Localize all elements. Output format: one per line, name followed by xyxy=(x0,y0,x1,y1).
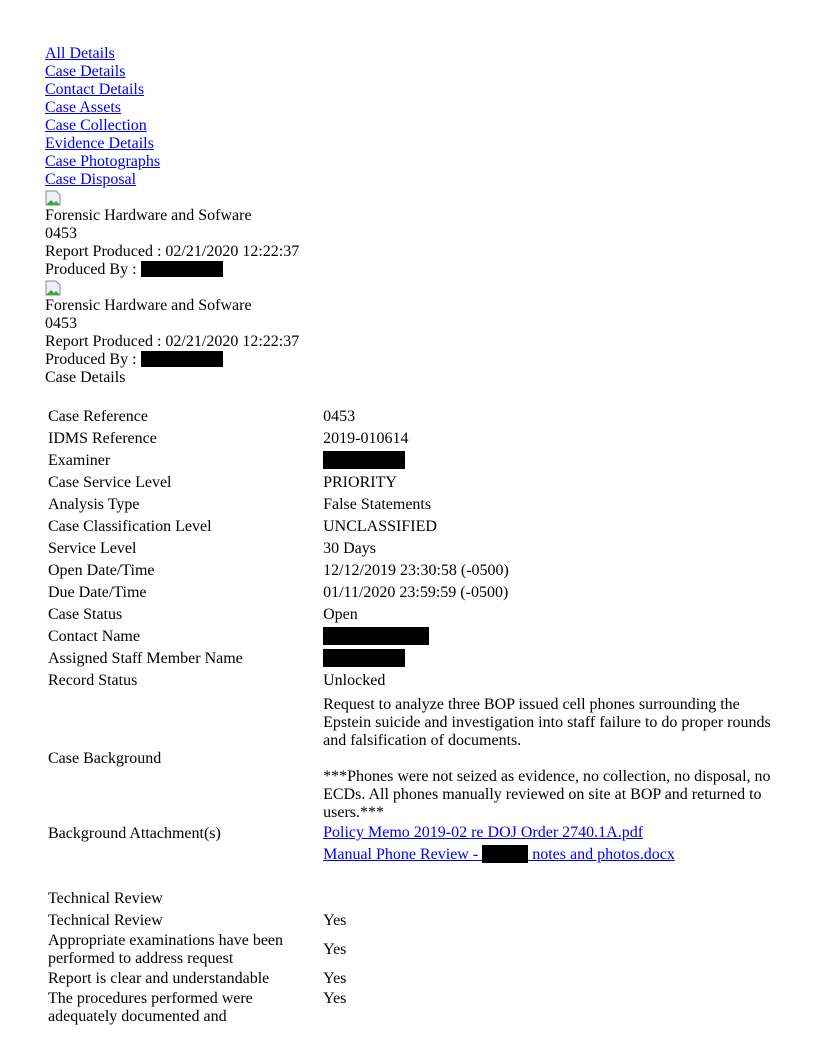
detail-row xyxy=(45,538,816,560)
detail-label: Case Service Level xyxy=(48,474,172,491)
report-header-2 xyxy=(45,279,299,369)
detail-value: PRIORITY xyxy=(323,474,397,491)
case-details-table xyxy=(45,406,816,1026)
detail-row xyxy=(45,604,816,626)
technical-review-heading-row xyxy=(45,888,816,910)
detail-label: Service Level xyxy=(48,540,137,557)
produced-by-label: Produced By : xyxy=(45,261,137,278)
org-name: Forensic Hardware and Sofware xyxy=(45,207,252,224)
detail-value: 0453 xyxy=(323,408,356,425)
review-value: Yes xyxy=(323,941,347,958)
broken-image-icon xyxy=(45,189,61,207)
detail-value: 01/11/2020 23:59:59 (-0500) xyxy=(323,584,509,601)
link-case-collection[interactable]: Case Collection xyxy=(45,117,147,134)
redaction xyxy=(482,845,528,863)
review-row xyxy=(45,910,816,932)
detail-value: False Statements xyxy=(323,496,432,513)
link-contact-details[interactable]: Contact Details xyxy=(45,81,145,98)
detail-row xyxy=(45,582,816,604)
detail-label: IDMS Reference xyxy=(48,430,157,447)
link-case-assets[interactable]: Case Assets xyxy=(45,99,121,116)
detail-row xyxy=(45,626,816,648)
detail-value: 12/12/2019 23:30:58 (-0500) xyxy=(323,562,509,579)
broken-image-icon xyxy=(45,279,61,297)
produced-by-label: Produced By : xyxy=(45,351,137,368)
attachment-link-manual-phone-review[interactable] xyxy=(323,846,675,863)
link-evidence-details[interactable]: Evidence Details xyxy=(45,135,154,152)
nav-links xyxy=(45,45,299,189)
link-all-details[interactable]: All Details xyxy=(45,45,115,62)
detail-row xyxy=(45,406,816,428)
detail-row xyxy=(45,472,816,494)
detail-value: Unlocked xyxy=(323,672,386,689)
link-case-photographs[interactable]: Case Photographs xyxy=(45,153,161,170)
detail-value: UNCLASSIFIED xyxy=(323,518,437,535)
detail-value: Open xyxy=(323,606,358,623)
redaction xyxy=(141,261,223,277)
detail-label: Due Date/Time xyxy=(48,584,147,601)
attachments-row xyxy=(45,822,816,866)
redaction xyxy=(323,627,429,645)
redaction xyxy=(323,451,405,469)
review-value: Yes xyxy=(323,912,347,929)
detail-label: Case Classification Level xyxy=(48,518,212,535)
detail-row xyxy=(45,560,816,582)
detail-row xyxy=(45,516,816,538)
org-name: Forensic Hardware and Sofware xyxy=(45,297,252,314)
attachment-link-policy-memo[interactable]: Policy Memo 2019-02 re DOJ Order 2740.1A.pdf xyxy=(323,824,644,841)
case-background-row xyxy=(45,692,816,822)
review-row xyxy=(45,968,816,990)
report-header-1 xyxy=(45,189,299,279)
review-value: Yes xyxy=(323,990,347,1007)
detail-label: Assigned Staff Member Name xyxy=(48,650,243,667)
detail-label: Open Date/Time xyxy=(48,562,155,579)
review-label: Report is clear and understandable xyxy=(48,970,270,987)
review-label: Appropriate examinations have been performed to address request xyxy=(48,932,284,967)
detail-row xyxy=(45,670,816,692)
link-text: notes and photos.docx xyxy=(528,846,675,863)
detail-row xyxy=(45,648,816,670)
detail-label: Examiner xyxy=(48,452,111,469)
review-value: Yes xyxy=(323,970,347,987)
background-text-2: ***Phones were not seized as evidence, no collection, no disposal, no ECDs. All phones manually reviewed on site at BOP and returned to users.*** xyxy=(323,768,771,821)
case-number: 0453 xyxy=(45,225,77,242)
detail-row xyxy=(45,428,816,450)
detail-label: Case Status xyxy=(48,606,123,623)
link-case-disposal[interactable]: Case Disposal xyxy=(45,171,137,188)
detail-row xyxy=(45,450,816,472)
detail-row xyxy=(45,494,816,516)
report-produced: Report Produced : 02/21/2020 12:22:37 xyxy=(45,243,300,260)
section-title: Case Details xyxy=(45,369,126,386)
detail-label: Background Attachment(s) xyxy=(48,825,221,842)
review-label: Technical Review xyxy=(48,912,163,929)
detail-label: Case Reference xyxy=(48,408,148,425)
detail-label: Case Background xyxy=(48,750,162,767)
background-text-1: Request to analyze three BOP issued cell phones surrounding the Epstein suicide and investigation into staff failure to do proper rounds and falsification of documents. xyxy=(323,696,771,749)
redaction xyxy=(141,351,223,367)
section-heading: Technical Review xyxy=(48,890,163,907)
detail-label: Analysis Type xyxy=(48,496,140,513)
link-case-details[interactable]: Case Details xyxy=(45,63,126,80)
redaction xyxy=(323,649,405,667)
detail-label: Contact Name xyxy=(48,628,140,645)
report-produced: Report Produced : 02/21/2020 12:22:37 xyxy=(45,333,300,350)
case-number: 0453 xyxy=(45,315,77,332)
review-row xyxy=(45,932,816,968)
review-row xyxy=(45,990,816,1026)
detail-label: Record Status xyxy=(48,672,138,689)
detail-value: 2019-010614 xyxy=(323,430,409,447)
review-label: The procedures performed were adequately documented and xyxy=(48,990,253,1025)
link-text: Manual Phone Review - xyxy=(323,846,483,863)
detail-value: 30 Days xyxy=(323,540,376,557)
